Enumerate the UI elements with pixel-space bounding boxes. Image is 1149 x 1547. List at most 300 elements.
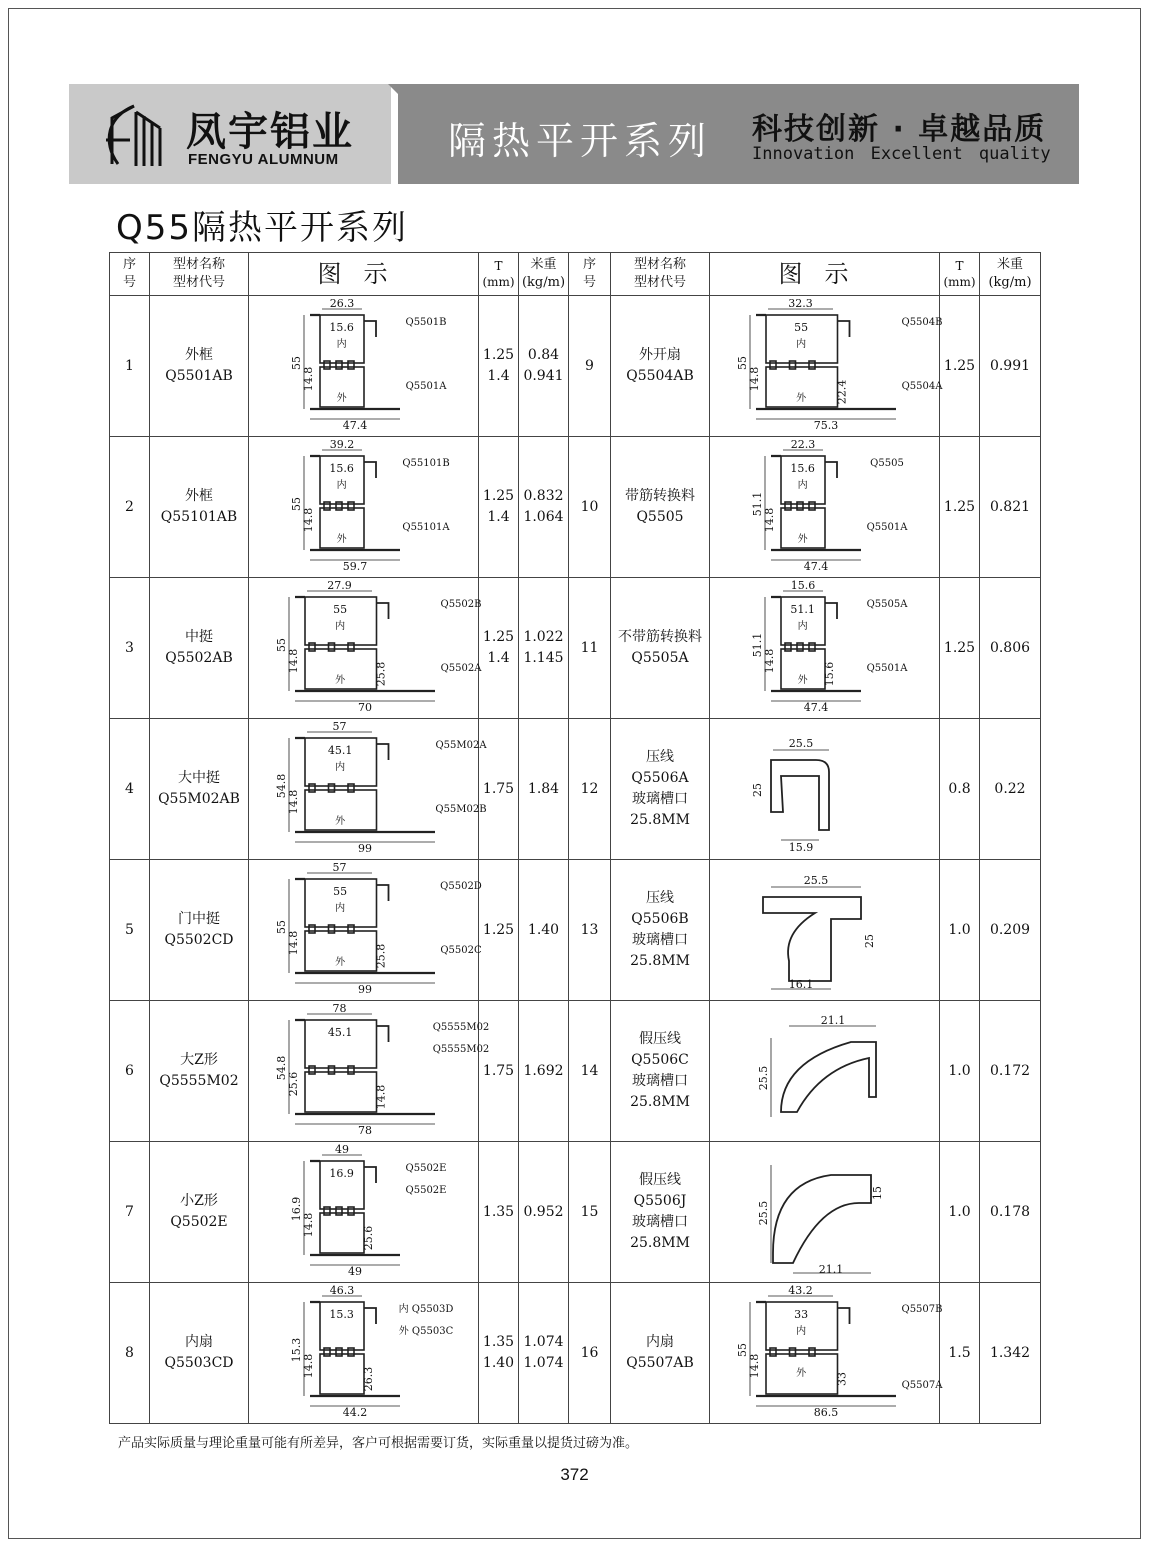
profile-outline <box>336 1207 342 1215</box>
profile-tag: 外 <box>336 393 347 404</box>
dimension-label: 78 <box>332 1002 346 1015</box>
dimension-label: 14.8 <box>286 648 300 674</box>
profile-outline <box>376 603 388 619</box>
profile-tag: 外 Q5503C <box>398 1326 453 1337</box>
profile-name <box>150 296 249 437</box>
value-line: 1.0 <box>948 1203 971 1220</box>
profile-name <box>150 860 249 1001</box>
weight-per-meter <box>519 860 569 1001</box>
weight-per-meter <box>519 296 569 437</box>
profile-outline <box>295 879 435 973</box>
value-line: 1.25 <box>943 639 976 656</box>
dimension-label: 78 <box>357 1124 372 1137</box>
profile-section-drawing <box>250 438 478 576</box>
wall-thickness <box>940 437 980 578</box>
profile-code: Q5502AB <box>165 650 233 666</box>
value-line: 1.0 <box>948 1062 971 1079</box>
dimension-label: 15.6 <box>822 661 836 687</box>
dimension-label: 43.2 <box>787 1284 813 1297</box>
value-line: 0.8 <box>948 780 971 797</box>
profile-outline <box>825 462 837 478</box>
value-line: 0.806 <box>989 639 1031 656</box>
value-line: 1.40 <box>527 921 560 938</box>
profile-drawing <box>710 1001 940 1142</box>
dimension-label: 55 <box>735 1343 749 1357</box>
profile-tag: Q55101B <box>401 458 450 469</box>
profile-code: Q5506B <box>631 911 689 927</box>
profile-tag: 外 <box>334 675 345 686</box>
item-number: 2 <box>110 437 150 578</box>
profile-name-text: 大Z形 <box>180 1052 218 1068</box>
profile-name-text: 外框 <box>185 488 213 504</box>
dimension-label: 55 <box>274 920 288 934</box>
profile-tag: 外 <box>334 816 345 827</box>
value-line: 0.952 <box>523 1203 564 1220</box>
profile-section-drawing <box>250 579 481 717</box>
profile-drawing <box>710 296 940 437</box>
profile-outline <box>364 1308 376 1324</box>
profile-section-drawing <box>250 1143 478 1281</box>
wall-thickness <box>479 1142 519 1283</box>
profile-drawing <box>249 296 479 437</box>
item-number: 9 <box>569 296 611 437</box>
profile-tag: Q5505 <box>869 458 904 469</box>
profile-code: Q5506J <box>633 1193 687 1209</box>
profile-outline <box>309 1066 315 1074</box>
profile-outline <box>837 1308 849 1324</box>
profile-outline <box>295 738 435 832</box>
profile-drawing <box>710 719 940 860</box>
profile-note: 玻璃槽口 <box>632 1214 688 1230</box>
dimension-label: 55 <box>274 638 288 652</box>
dimension-label: 15.6 <box>790 579 815 592</box>
profile-outline <box>364 462 376 478</box>
wall-thickness <box>479 860 519 1001</box>
weight-per-meter <box>980 1283 1041 1424</box>
profile-tag: Q5501B <box>405 317 446 328</box>
table-row <box>110 860 1041 1001</box>
col-name-header: 型材名称 型材代号 <box>150 253 249 296</box>
dimension-label: 51.1 <box>750 632 764 658</box>
item-number: 11 <box>569 578 611 719</box>
profile-tag: 内 <box>334 762 345 773</box>
dimension-label: 25.5 <box>756 1065 770 1091</box>
value-line: 1.022 <box>523 629 564 645</box>
profile-outline <box>295 597 435 691</box>
dimension-label: 32.3 <box>787 297 813 310</box>
profile-tag: Q55101A <box>401 522 450 533</box>
profile-section-drawing <box>711 297 942 435</box>
dimension-label: 57 <box>332 861 346 874</box>
dimension-label: 54.8 <box>274 773 288 799</box>
dimension-label: 26.3 <box>361 1366 375 1392</box>
item-number: 16 <box>569 1283 611 1424</box>
dimension-label: 25 <box>750 783 764 797</box>
profile-code: Q5502CD <box>164 932 234 948</box>
profile-tag: Q5504B <box>901 317 942 328</box>
dimension-label: 15.9 <box>788 841 813 854</box>
value-line: 0.821 <box>989 498 1031 515</box>
dimension-label: 51.1 <box>750 491 764 517</box>
profile-section-drawing <box>711 1143 939 1281</box>
col-t-header: T (mm) <box>479 253 519 296</box>
dimension-label: 51.1 <box>789 603 815 616</box>
brand-name-en: FENGYU ALUMNUM <box>188 151 339 168</box>
profile-note: 玻璃槽口 <box>632 932 688 948</box>
item-number: 6 <box>110 1001 150 1142</box>
fengyu-logo-icon <box>100 102 170 170</box>
dimension-label: 25.8 <box>374 661 387 687</box>
table-row <box>110 719 1041 860</box>
value-line: 1.75 <box>482 780 515 797</box>
profile-name-text: 外开扇 <box>639 347 681 363</box>
profile-outline <box>320 1213 364 1253</box>
dimension-label: 14.8 <box>301 1353 315 1379</box>
value-line: 0.209 <box>989 921 1031 938</box>
dimension-label: 55 <box>289 497 303 511</box>
profile-tag: Q5501A <box>866 663 907 674</box>
profile-name <box>611 1283 710 1424</box>
dimension-label: 14.8 <box>762 648 776 674</box>
weight-per-meter <box>980 1001 1041 1142</box>
col-name-header: 型材名称 型材代号 <box>611 253 710 296</box>
profile-name-text: 大中挺 <box>178 770 220 786</box>
dimension-label: 15.6 <box>328 321 354 334</box>
profile-tag: 内 <box>336 480 347 491</box>
profile-tag: Q5555M02 <box>432 1044 489 1055</box>
page-title: Q55隔热平开系列 <box>116 208 409 248</box>
profile-tag: Q5507B <box>901 1304 942 1315</box>
profile-code: Q55M02AB <box>158 791 240 807</box>
profile-name-text: 外框 <box>185 347 213 363</box>
profile-outline <box>773 1175 871 1263</box>
wall-thickness <box>940 1142 980 1283</box>
table-row <box>110 1142 1041 1283</box>
profile-tag: Q5555M02 <box>432 1022 489 1033</box>
dimension-label: 59.7 <box>342 560 367 573</box>
value-line: 0.22 <box>994 780 1026 797</box>
weight-per-meter <box>980 578 1041 719</box>
profile-drawing <box>249 719 487 860</box>
value-line: 1.0 <box>948 921 971 938</box>
profile-outline <box>789 1348 795 1356</box>
weight-per-meter <box>519 719 569 860</box>
value-line: 0.172 <box>989 1062 1031 1079</box>
profile-tag: Q5504A <box>901 381 942 392</box>
profile-outline <box>336 1348 342 1356</box>
weight-per-meter <box>519 1283 569 1424</box>
dimension-label: 16.9 <box>328 1167 354 1180</box>
profile-tag: Q5507A <box>901 1380 942 1391</box>
profile-outline <box>781 1042 876 1112</box>
profile-section-drawing <box>711 861 939 999</box>
value-line: 1.064 <box>523 509 564 525</box>
dimension-label: 22.4 <box>835 379 848 405</box>
profile-tag: 内 <box>795 1326 806 1337</box>
value-line: 1.35 <box>482 1203 515 1220</box>
profile-code: Q5505 <box>636 509 684 525</box>
dimension-label: 22.3 <box>790 438 815 451</box>
dimension-label: 15.6 <box>789 462 815 475</box>
profile-code: Q5504AB <box>626 368 694 384</box>
wall-thickness <box>940 1283 980 1424</box>
dimension-label: 99 <box>357 842 372 855</box>
item-number: 14 <box>569 1001 611 1142</box>
profile-code: Q5506C <box>631 1052 689 1068</box>
col-no-header: 序 号 <box>569 253 611 296</box>
dimension-label: 55 <box>793 321 808 334</box>
brand-name-cn: 凤宇铝业 <box>186 109 354 155</box>
profile-name <box>611 296 710 437</box>
item-number: 10 <box>569 437 611 578</box>
profile-tag: Q5502A <box>440 663 481 674</box>
profile-name-text: 带筋转换料 <box>625 488 695 504</box>
item-number: 12 <box>569 719 611 860</box>
dimension-label: 47.4 <box>342 419 367 432</box>
profile-name-text: 内扇 <box>646 1334 674 1350</box>
profile-tag: Q5501A <box>405 381 446 392</box>
value-line: 1.75 <box>482 1062 515 1079</box>
profile-outline <box>376 885 388 901</box>
profile-outline <box>348 1348 354 1356</box>
wall-thickness <box>479 1283 519 1424</box>
value-line: 1.35 <box>482 1334 515 1350</box>
item-number: 15 <box>569 1142 611 1283</box>
profile-name-text: 中挺 <box>185 629 213 645</box>
profile-code: Q55101AB <box>160 509 238 525</box>
dimension-label: 14.8 <box>374 1084 387 1110</box>
profile-outline <box>348 1066 354 1074</box>
profile-note: 玻璃槽口 <box>632 791 688 807</box>
profile-tag: Q5505A <box>866 599 907 610</box>
profile-note: 25.8MM <box>630 1094 690 1110</box>
profile-name-text: 假压线 <box>639 1172 681 1188</box>
profile-drawing <box>249 860 482 1001</box>
profile-note: 25.8MM <box>630 812 690 828</box>
dimension-label: 14.8 <box>301 1212 315 1238</box>
profile-tag: 内 <box>334 903 345 914</box>
dimension-label: 70 <box>357 701 372 714</box>
profile-tag: 内 <box>797 480 808 491</box>
dimension-label: 33 <box>835 1372 848 1386</box>
dimension-label: 16.9 <box>289 1196 303 1222</box>
value-line: 1.074 <box>523 1334 564 1350</box>
value-line: 1.25 <box>482 347 515 363</box>
profile-name <box>611 1142 710 1283</box>
slogan-cn: 科技创新 · 卓越品质 <box>752 112 1047 147</box>
wall-thickness <box>940 578 980 719</box>
profile-code: Q5501AB <box>165 368 233 384</box>
value-line: 0.941 <box>523 368 564 384</box>
profile-drawing <box>249 1142 479 1283</box>
dimension-label: 47.4 <box>803 701 828 714</box>
value-line: 1.074 <box>523 1355 564 1371</box>
profile-tag: 外 <box>336 534 347 545</box>
dimension-label: 15.6 <box>328 462 354 475</box>
profile-tag: Q5502E <box>405 1185 446 1196</box>
profile-drawing <box>249 437 479 578</box>
value-line: 1.25 <box>482 629 515 645</box>
dimension-label: 55 <box>332 603 347 616</box>
profile-name <box>150 1001 249 1142</box>
profile-name <box>611 860 710 1001</box>
profile-table <box>109 252 1041 1424</box>
dimension-label: 15.3 <box>328 1308 354 1321</box>
profile-name-text: 内扇 <box>185 1334 213 1350</box>
table-row <box>110 437 1041 578</box>
profile-code: Q5506A <box>631 770 689 786</box>
weight-per-meter <box>519 1001 569 1142</box>
dimension-label: 25.5 <box>756 1200 770 1226</box>
footnote: 产品实际质量与理论重量可能有所差异，客户可根据需要订货，实际重量以提货过磅为准。 <box>118 1436 639 1451</box>
profile-tag: Q5502E <box>405 1163 446 1174</box>
value-line: 0.84 <box>527 347 560 363</box>
value-line: 0.832 <box>523 488 564 504</box>
profile-outline <box>324 1207 330 1215</box>
profile-tag: Q5502B <box>440 599 481 610</box>
col-weight-header: 米重 (kg/m) <box>980 253 1041 296</box>
profile-code: Q5507AB <box>626 1355 694 1371</box>
dimension-label: 54.8 <box>274 1055 288 1081</box>
col-figure-header: 图示 <box>249 253 479 296</box>
weight-per-meter <box>519 1142 569 1283</box>
profile-outline <box>771 760 829 830</box>
dimension-label: 55 <box>289 356 303 370</box>
profile-name <box>611 578 710 719</box>
profile-name-text: 压线 <box>646 749 674 765</box>
dimension-label: 45.1 <box>327 744 352 757</box>
dimension-label: 21.1 <box>818 1263 843 1276</box>
profile-drawing <box>249 1001 489 1142</box>
profile-tag: 内 <box>336 339 347 350</box>
weight-per-meter <box>980 296 1041 437</box>
dimension-label: 14.8 <box>301 507 315 533</box>
dimension-label: 55 <box>735 356 749 370</box>
value-line: 1.25 <box>482 488 515 504</box>
profile-outline <box>763 897 861 981</box>
profile-drawing <box>710 437 940 578</box>
profile-section-drawing <box>711 579 939 717</box>
dimension-label: 46.3 <box>329 1284 354 1297</box>
dimension-label: 44.2 <box>342 1406 367 1419</box>
profile-note: 玻璃槽口 <box>632 1073 688 1089</box>
profile-note: 25.8MM <box>630 1235 690 1251</box>
wall-thickness <box>479 296 519 437</box>
profile-outline <box>324 1348 330 1356</box>
profile-outline <box>364 321 376 337</box>
profile-drawing <box>710 1283 940 1424</box>
dimension-label: 14.8 <box>286 789 300 815</box>
profile-section-drawing <box>711 1002 939 1140</box>
value-line: 1.5 <box>948 1344 971 1361</box>
wall-thickness <box>940 719 980 860</box>
slogan-en: Innovation Excellent quality <box>752 144 1051 164</box>
profile-tag: 内 <box>797 621 808 632</box>
profile-tag: 外 <box>795 1368 806 1379</box>
dimension-label: 39.2 <box>329 438 354 451</box>
dimension-label: 14.8 <box>286 930 300 956</box>
item-number: 13 <box>569 860 611 1001</box>
profile-section-drawing <box>250 1284 478 1422</box>
dimension-label: 99 <box>357 983 372 996</box>
dimension-label: 47.4 <box>803 560 828 573</box>
col-t-header: T (mm) <box>940 253 980 296</box>
profile-outline <box>348 1207 354 1215</box>
weight-per-meter <box>980 719 1041 860</box>
profile-tag: Q55M02A <box>434 740 487 751</box>
profile-section-drawing <box>711 720 939 858</box>
dimension-label: 14.8 <box>301 366 315 392</box>
weight-per-meter <box>519 578 569 719</box>
dimension-label: 45.1 <box>327 1026 352 1039</box>
profile-drawing <box>249 1283 479 1424</box>
dimension-label: 25 <box>862 934 876 948</box>
wall-thickness <box>940 296 980 437</box>
profile-section-drawing <box>711 1284 942 1422</box>
profile-tag: 外 <box>334 957 345 968</box>
value-line: 1.145 <box>523 650 564 666</box>
dimension-label: 49 <box>334 1143 349 1156</box>
value-line: 1.342 <box>989 1344 1031 1361</box>
profile-section-drawing <box>250 297 478 435</box>
dimension-label: 49 <box>347 1265 362 1278</box>
profile-tag: 内 <box>334 621 345 632</box>
profile-name <box>150 578 249 719</box>
profile-name <box>150 719 249 860</box>
profile-outline <box>295 1020 435 1114</box>
value-line: 1.40 <box>482 1355 515 1371</box>
profile-tag: 外 <box>797 675 808 686</box>
profile-outline <box>305 1072 377 1112</box>
dimension-label: 14.8 <box>762 507 776 533</box>
item-number: 5 <box>110 860 150 1001</box>
profile-name-text: 假压线 <box>639 1031 681 1047</box>
profile-name <box>611 719 710 860</box>
value-line: 0.991 <box>989 357 1031 374</box>
dimension-label: 25.8 <box>374 943 387 969</box>
weight-per-meter <box>980 1142 1041 1283</box>
dimension-label: 25.6 <box>286 1071 300 1097</box>
dimension-label: 27.9 <box>326 579 352 592</box>
profile-outline <box>376 744 388 760</box>
item-number: 3 <box>110 578 150 719</box>
value-line: 1.4 <box>487 650 510 666</box>
profile-name-text: 不带筋转换料 <box>618 629 702 645</box>
value-line: 1.25 <box>943 498 976 515</box>
item-number: 7 <box>110 1142 150 1283</box>
profile-outline <box>825 603 837 619</box>
profile-drawing <box>710 578 940 719</box>
profile-tag: Q5502C <box>439 945 482 956</box>
profile-code: Q5503CD <box>164 1355 234 1371</box>
profile-note: 25.8MM <box>630 953 690 969</box>
col-figure-header: 图示 <box>710 253 940 296</box>
profile-code: Q5555M02 <box>159 1073 239 1089</box>
profile-name-text: 门中挺 <box>178 911 220 927</box>
profile-section-drawing <box>711 438 939 576</box>
profile-section-drawing <box>250 720 487 858</box>
col-no-header: 序 号 <box>110 253 150 296</box>
profile-name <box>611 437 710 578</box>
wall-thickness <box>940 860 980 1001</box>
weight-per-meter <box>980 860 1041 1001</box>
value-line: 1.25 <box>943 357 976 374</box>
weight-per-meter <box>519 437 569 578</box>
wall-thickness <box>479 437 519 578</box>
profile-name <box>150 1283 249 1424</box>
profile-tag: Q5501A <box>866 522 907 533</box>
profile-outline <box>770 1348 776 1356</box>
